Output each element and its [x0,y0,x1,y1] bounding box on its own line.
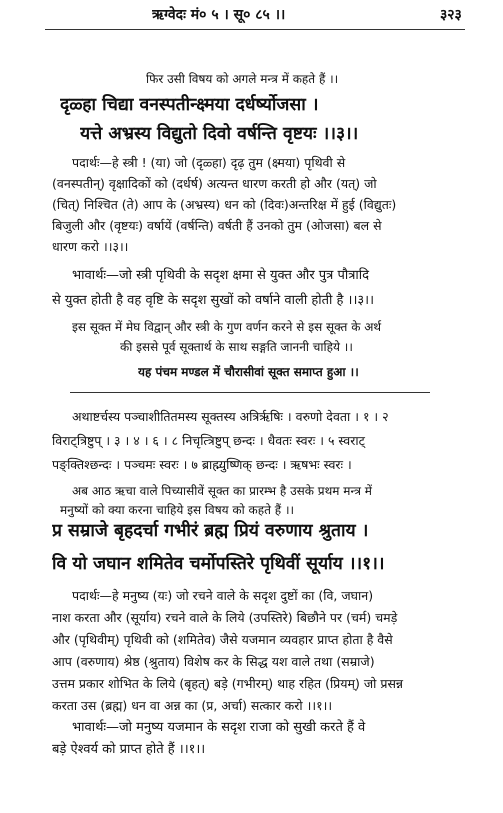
anukramani-line-3: पङ्क्तिश्छन्दः । पञ्चमः स्वरः । ७ ब्राह्म्युष्णिक् छन्दः । ऋषभः स्वरः । [52,457,352,472]
padartha-line-5: उत्तम प्रकार शोभित के लिये (बृहत्) बड़े (गभीरम्) थाह रहित (प्रियम्) जो प्रसन्न [52,676,404,691]
page-number: ३२३ [440,7,462,23]
padartha-line-5: धारण करो ।।३।। [52,239,129,254]
padartha-line-3: (चित्) निश्चित (ते) आप के (अभ्रस्य) धन को (दिवः)अन्तरिक्ष में हुई (विद्युतः) [52,197,397,212]
padartha-line-3: और (पृथिवीम्) पृथिवी को (शमितेव) जैसे यजमान व्यवहार प्राप्त होता है वैसे [52,632,393,647]
section-intro: फिर उसी विषय को अगले मन्त्र में कहते हैं ।। [146,72,339,86]
mantra-line-2: यत्ते अभ्रस्य विद्युतो दिवो वर्षन्ति वृष्टयः ।।३।। [80,124,359,144]
bhavartha-line-2: बड़े ऐश्वर्य को प्राप्त होते हैं ।।१।। [52,742,206,757]
anukramani-line-1: अथाष्टर्चस्य पञ्चाशीतितमस्य सूक्तस्य अत्रिर्ऋषिः । वरुणो देवता । १ । २ [72,409,389,424]
page-header-title: ऋग्वेदः मं० ५ । सू० ८५ ।। [152,7,286,23]
padartha-line-4: आप (वरुणाय) श्रेष्ठ (श्रुताय) विशेष कर के सिद्ध यश वाले तथा (सम्राजे) [52,654,375,669]
bhavartha-line-1: भावार्थः—जो स्त्री पृथिवी के सदृश क्षमा से युक्त और पुत्र पौत्रादि [72,268,370,283]
mantra-line-1: प्र सम्राजे बृहदर्चा गभीरं ब्रह्म प्रियं वरुणाय श्रुताय । [52,521,369,541]
section-intro-line-1: अब आठ ऋचा वाले पिच्यासीवें सूक्त का प्रारम्भ है उसके प्रथम मन्त्र में [72,484,372,498]
mantra-line-1: दृळ्हा चिद्या वनस्पतीन्क्ष्मया दर्धर्ष्योजसा । [60,95,319,115]
padartha-line-1: पदार्थः—हे स्त्री ! (या) जो (दृळ्हा) दृढ़ तुम (क्ष्मया) पृथिवी से [72,155,346,170]
sukta-closing: यह पंचम मण्डल में चौरासीवां सूक्त समाप्त हुआ ।। [138,365,359,379]
section-intro-line-2: मनुष्यों को क्या करना चाहिये इस विषय को कहते हैं ।। [60,503,295,517]
bhavartha-line-1: भावार्थः—जो मनुष्य यजमान के सदृश राजा को सुखी करते हैं वे [72,720,366,735]
summary-line-2: की इससे पूर्व सूक्तार्थ के साथ सङ्गति जाननी चाहिये ।। [120,340,353,354]
anukramani-line-2: विराट्त्रिष्टुप् । ३ । ४ । ६ । ८ निचृत्त्रिष्टुप् छन्दः । धैवतः स्वरः । ५ स्वराट् [52,433,365,448]
section-divider [70,392,430,393]
bhavartha-line-2: से युक्त होती है वह वृष्टि के सदृश सुखों को वर्षाने वाली होती है ।।३।। [52,293,374,308]
header-divider [45,29,465,30]
mantra-line-2: वि यो जघान शमितेव चर्मोपस्तिरे पृथिवीं सूर्याय ।।१।। [52,554,385,574]
padartha-line-2: (वनस्पतीन्) वृक्षादिकों को (दर्धर्ष) अत्यन्त धारण करती हो और (यत्) जो [52,176,377,191]
summary-line-1: इस सूक्त में मेघ विद्वान् और स्त्री के गुण वर्णन करने से इस सूक्त के अर्थ [72,320,382,334]
padartha-line-2: नाश करता और (सूर्याय) रचने वाले के लिये (उपस्तिरे) बिछौने पर (चर्म) चमड़े [52,610,398,625]
padartha-line-6: करता उस (ब्रह्म) धन वा अन्न का (प्र, अर्चा) सत्कार करो ।।१।। [52,698,333,713]
padartha-line-1: पदार्थः—हे मनुष्य (यः) जो रचने वाले के सदृश दुष्टों का (वि, जघान) [72,588,374,603]
padartha-line-4: बिजुली और (वृष्टयः) वर्षायें (वर्षन्ति) वर्षती हैं उनको तुम (ओजसा) बल से [52,218,382,233]
